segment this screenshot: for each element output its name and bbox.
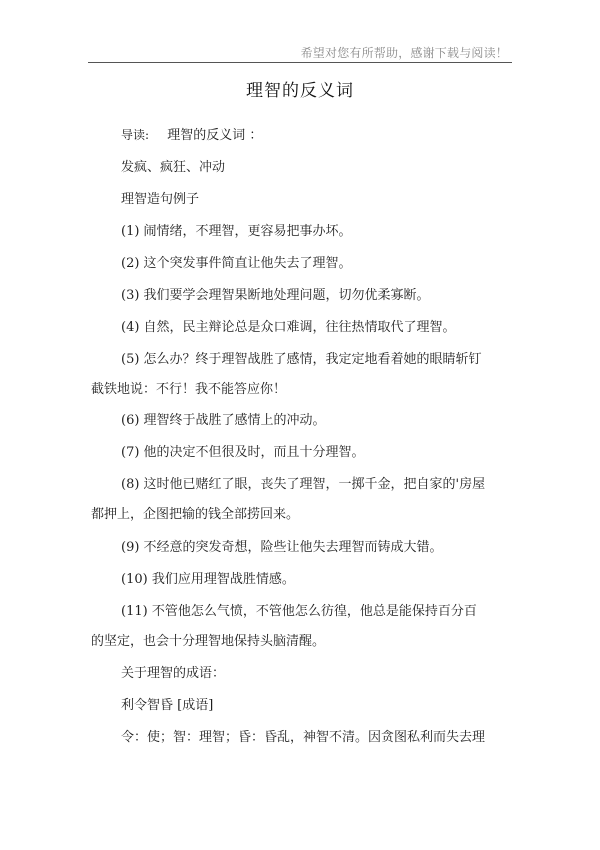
idiom-definition: 令：使；智：理智；昏：昏乱，神智不清。因贪图私利而失去理	[121, 730, 486, 745]
guide-label: 导读:	[121, 128, 150, 142]
example-sentence-6: (6) 理智终于战胜了感情上的冲动。	[121, 413, 326, 428]
section-heading-examples: 理智造句例子	[121, 192, 200, 207]
example-sentence-9: (9) 不经意的突发奇想，险些让他失去理智而铸成大错。	[121, 540, 443, 555]
example-sentence-5: (5) 怎么办？终于理智战胜了感情，我定定地看着她的眼睛斩钉	[121, 352, 482, 367]
example-sentence-5-cont: 截铁地说：不行！我不能答应你！	[91, 382, 287, 397]
example-sentence-1: (1) 闹情绪，不理智，更容易把事办坏。	[121, 224, 352, 239]
antonym-line: 发疯、疯狂、冲动	[121, 160, 226, 175]
example-sentence-8-cont: 都押上，企图把输的钱全部捞回来。	[91, 507, 300, 522]
example-sentence-11: (11) 不管他怎么气愤，不管他怎么彷徨，他总是能保持百分百	[121, 604, 477, 619]
header-divider	[88, 62, 512, 63]
example-sentence-2: (2) 这个突发事件简直让他失去了理智。	[121, 256, 352, 271]
guide-row	[121, 124, 262, 143]
example-sentence-11-cont: 的坚定，也会十分理智地保持头脑清醒。	[91, 634, 326, 649]
example-sentence-10: (10) 我们应用理智战胜情感。	[121, 572, 295, 587]
document-title: 理智的反义词	[246, 81, 354, 101]
example-sentence-3: (3) 我们要学会理智果断地处理问题，切勿优柔寡断。	[121, 288, 430, 303]
idiom-entry: 利令智昏 [成语]	[121, 698, 214, 713]
example-sentence-4: (4) 自然，民主辩论总是众口难调，往往热情取代了理智。	[121, 320, 456, 335]
section-heading-idioms: 关于理智的成语：	[121, 666, 226, 681]
example-sentence-8: (8) 这时他已赌红了眼，丧失了理智，一掷千金，把自家的'房屋	[121, 477, 486, 492]
header-note: 希望对您有所帮助，感谢下载与阅读！	[300, 46, 508, 60]
example-sentence-7: (7) 他的决定不但很及时，而且十分理智。	[121, 445, 365, 460]
guide-text: 理智的反义词 ：	[167, 128, 263, 143]
